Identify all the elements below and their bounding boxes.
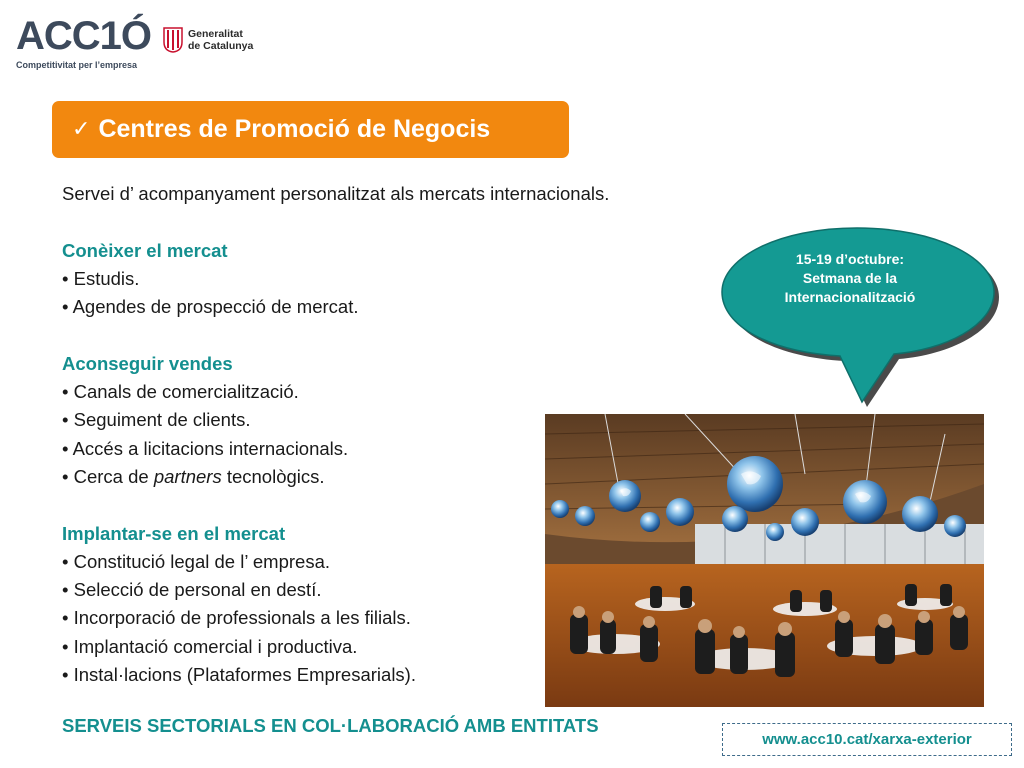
list-item: • Instal·lacions (Plataformes Empresarials). [62, 664, 416, 686]
generalitat-shield-icon [163, 27, 183, 53]
list-item: • Selecció de personal en destí. [62, 579, 322, 601]
list-item: • Implantació comercial i productiva. [62, 635, 358, 657]
callout-text [730, 250, 970, 307]
checkmark-icon: ✓ [72, 117, 91, 142]
list-item: • Incorporació de professionals a les filials. [62, 607, 411, 629]
list-item: • Estudis. [62, 267, 140, 289]
generalitat-line1: Generalitat [188, 28, 243, 40]
section-heading-get-sales: Aconseguir vendes [62, 352, 233, 374]
conference-hall-image [545, 414, 984, 707]
section-heading-settle-market: Implantar-se en el mercat [62, 522, 286, 544]
website-link[interactable]: www.acc10.cat/xarxa-exterior [722, 723, 1012, 756]
list-item: • Constitució legal de l’ empresa. [62, 550, 331, 572]
acc10-logo-word: ACC1Ó [16, 14, 152, 58]
callout-line2: Setmana de la [802, 270, 898, 286]
list-item: • Canals de comercialització. [62, 381, 299, 403]
list-item: • Accés a licitacions internacionals. [62, 437, 349, 459]
intro-text: Servei d’ acompanyament personalitzat als mercats internacionals. [62, 183, 610, 204]
generalitat-line2: de Catalunya [188, 40, 254, 52]
sectorial-services-heading: SERVEIS SECTORIALS EN COL·LABORACIÓ AMB ENTITATS [62, 715, 599, 736]
callout-line1: 15-19 d’octubre: [795, 251, 905, 267]
conference-photo [545, 414, 984, 707]
list-item: • Agendes de prospecció de mercat. [62, 296, 359, 318]
partners-suffix: tecnològics. [221, 465, 325, 487]
partners-prefix: • Cerca de [62, 465, 154, 487]
page-title: Centres de Promoció de Negocis [98, 115, 491, 143]
partners-italic: partners [153, 465, 222, 487]
acc10-logo [16, 14, 152, 72]
section-heading-know-market: Conèixer el mercat [62, 239, 228, 261]
acc10-logo-accent: Ó [120, 14, 152, 58]
title-banner [52, 101, 569, 158]
callout-line3: Internacionalització [784, 289, 916, 305]
generalitat-logo [163, 26, 253, 54]
acc10-tagline: Competitivitat per l’empresa [16, 60, 138, 70]
list-item: • Seguiment de clients. [62, 409, 251, 431]
